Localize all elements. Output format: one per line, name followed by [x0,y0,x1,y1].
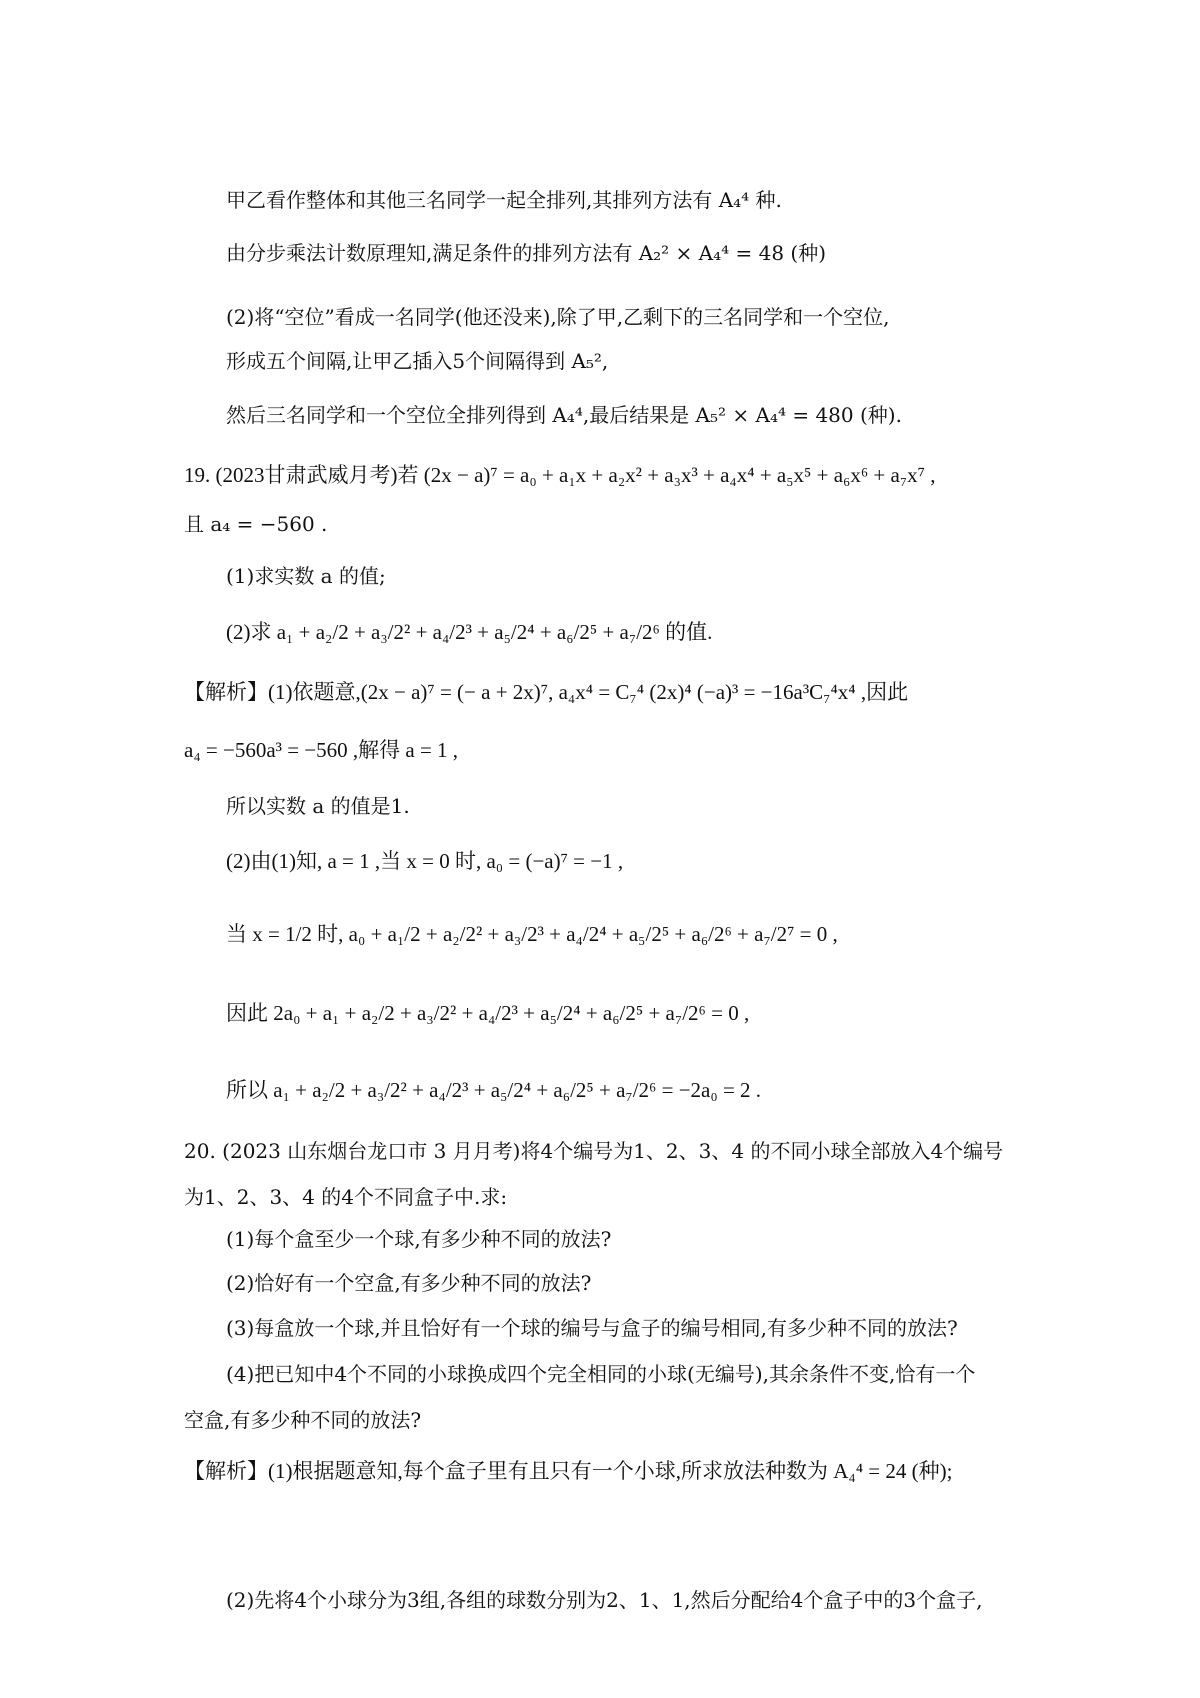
text-line: 为1、2、3、4 的4个不同盒子中.求: [184,1185,508,1209]
solution-line: 因此 2a₀ + a₁ + a₂/2 + a₃/2² + a₄/2³ + a₅/2⁴ + a₆/2⁵ + a₇/2⁶ = 0 , [226,1001,750,1025]
solution-line: 【解析】(1)根据题意知,每个盒子里有且只有一个小球,所求放法种数为 A₄⁴ = 24 (种); [184,1459,953,1483]
text-line: 且 a₄ = −560 . [184,512,328,536]
subquestion: (4)把已知中4个不同的小球换成四个完全相同的小球(无编号),其余条件不变,恰有一个 [226,1362,976,1386]
text-line: 由分步乘法计数原理知,满足条件的排列方法有 A₂² × A₄⁴ = 48 (种) [226,241,827,265]
solution-line: (2)由(1)知, a = 1 ,当 x = 0 时, a₀ = (−a)⁷ = −1 , [226,849,624,873]
question-20-stem: 20. (2023 山东烟台龙口市 3 月月考)将4个编号为1、2、3、4 的不同小球全部放入4个编号 [184,1139,1004,1163]
subquestion: (1)每个盒至少一个球,有多少种不同的放法? [226,1227,612,1251]
solution-line: 当 x = 1/2 时, a₀ + a₁/2 + a₂/2² + a₃/2³ + a₄/2⁴ + a₅/2⁵ + a₆/2⁶ + a₇/2⁷ = 0 , [226,922,838,946]
solution-line: 所以 a₁ + a₂/2 + a₃/2² + a₄/2³ + a₅/2⁴ + a₆/2⁵ + a₇/2⁶ = −2a₀ = 2 . [226,1078,762,1102]
text-line: (2)将“空位”看成一名同学(他还没来),除了甲,乙剩下的三名同学和一个空位, [226,305,890,329]
solution-line: 所以实数 a 的值是1. [226,794,410,818]
subquestion: (2)恰好有一个空盒,有多少种不同的放法? [226,1271,592,1295]
solution-line: 【解析】(1)依题意,(2x − a)⁷ = (− a + 2x)⁷, a₄x⁴ = C₇⁴ (2x)⁴ (−a)³ = −16a³C₇⁴x⁴ ,因此 [184,680,909,704]
text-line: 甲乙看作整体和其他三名同学一起全排列,其排列方法有 A₄⁴ 种. [226,188,782,212]
question-19-stem: 19. (2023甘肃武威月考)若 (2x − a)⁷ = a₀ + a₁x + a₂x² + a₃x³ + a₄x⁴ + a₅x⁵ + a₆x⁶ + a₇x⁷ , [184,463,936,487]
solution-line: (2)先将4个小球分为3组,各组的球数分别为2、1、1,然后分配给4个盒子中的3个盒子, [226,1588,983,1612]
solution-line: a₄ = −560a³ = −560 ,解得 a = 1 , [184,738,459,762]
subquestion: (1)求实数 a 的值; [226,564,386,588]
text-line: 形成五个间隔,让甲乙插入5个间隔得到 A₅², [226,349,609,373]
text-line: 然后三名同学和一个空位全排列得到 A₄⁴,最后结果是 A₅² × A₄⁴ = 480 (种). [226,403,902,427]
text-line: 空盒,有多少种不同的放法? [184,1408,422,1432]
subquestion: (3)每盒放一个球,并且恰好有一个球的编号与盒子的编号相同,有多少种不同的放法? [226,1316,958,1340]
subquestion: (2)求 a₁ + a₂/2 + a₃/2² + a₄/2³ + a₅/2⁴ + a₆/2⁵ + a₇/2⁶ 的值. [226,620,713,644]
